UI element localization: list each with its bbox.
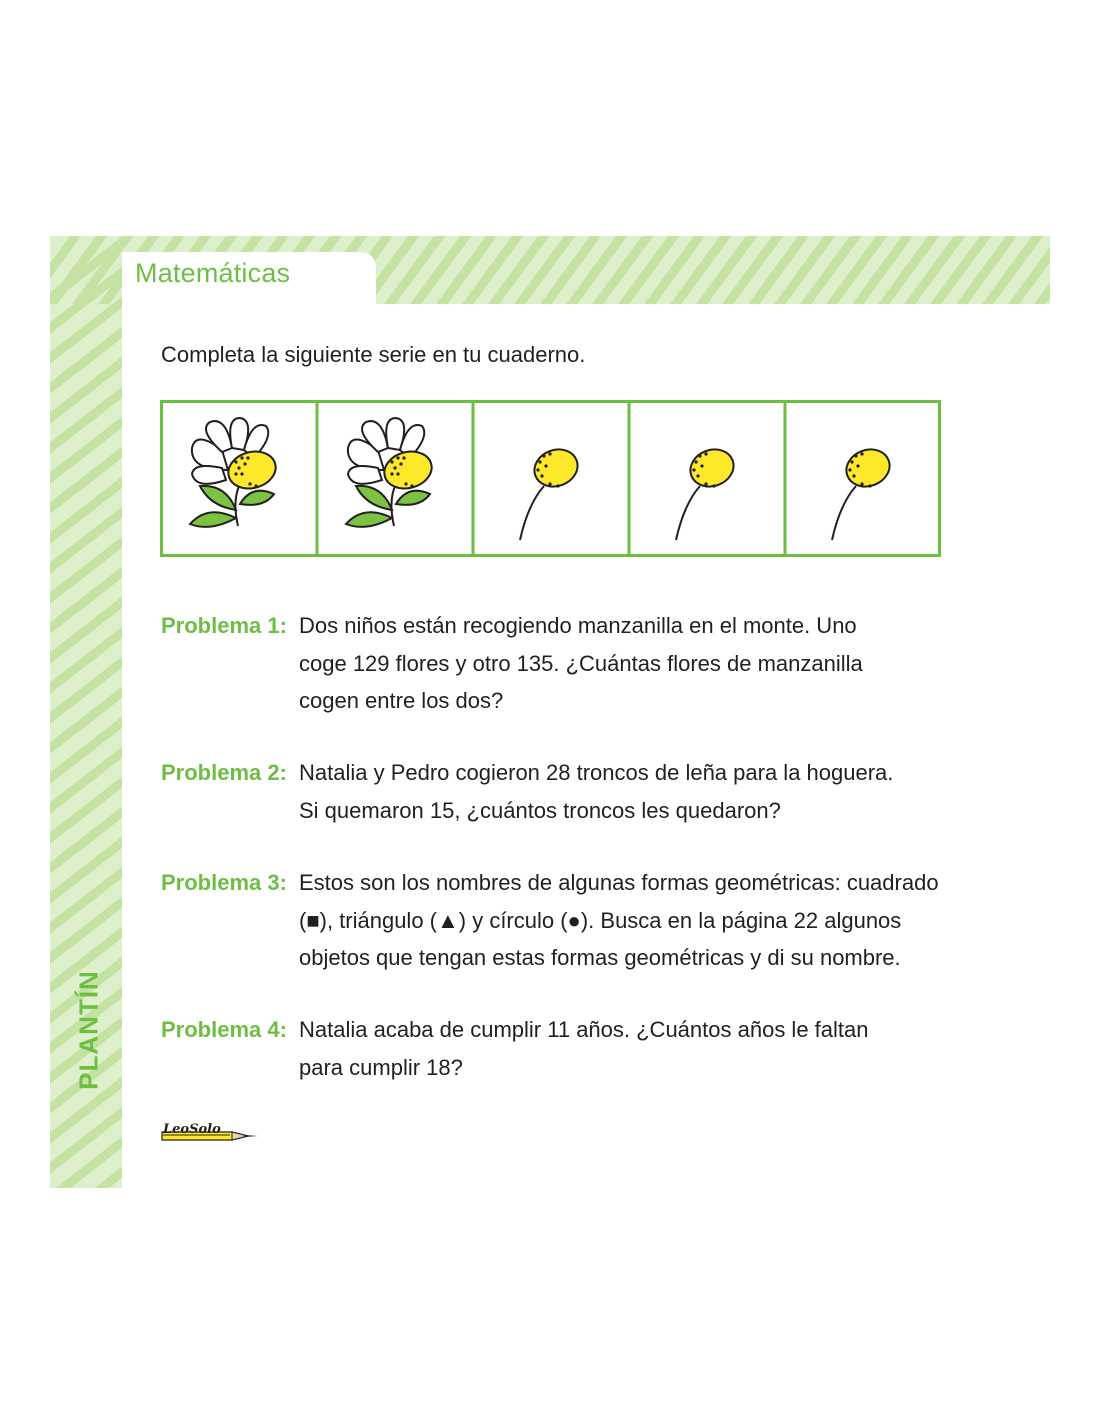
publisher-side-label: PLANTÍN <box>73 970 104 1090</box>
problem-line: Dos niños están recogiendo manzanilla en el monte. Uno <box>299 613 857 638</box>
problem-label: Problema 4: <box>161 1017 287 1042</box>
series-cell-5 <box>784 400 941 557</box>
series-cell-3 <box>472 400 629 557</box>
brush-stroke <box>1060 230 1100 312</box>
problem-1 <box>161 607 961 720</box>
problem-line: Si quemaron 15, ¿cuántos troncos les quedaron? <box>299 797 781 823</box>
logo-text: LeoSolo <box>163 1122 221 1137</box>
problem-line: para cumplir 18? <box>299 1054 463 1080</box>
brush-stroke <box>1086 230 1100 312</box>
problem-3 <box>161 864 961 977</box>
problem-line: (■), triángulo (▲) y círculo (●). Busca en la página 22 algunos <box>299 907 902 933</box>
flower-head-stem-icon <box>472 400 629 557</box>
instruction-text: Completa la siguiente serie en tu cuaderno. <box>161 342 586 367</box>
problem-line: cogen entre los dos? <box>299 688 504 713</box>
daisy-flower-icon <box>160 400 317 557</box>
series-cell-4 <box>628 400 785 557</box>
problem-line: Natalia acaba de cumplir 11 años. ¿Cuántos años le faltan <box>299 1017 869 1042</box>
problem-4 <box>161 1011 961 1086</box>
brush-stroke <box>40 1196 130 1266</box>
series-cell-1 <box>160 400 317 557</box>
problem-line: Estos son los nombres de algunas formas geométricas: cuadrado <box>299 870 939 895</box>
flower-head-stem-icon <box>628 400 785 557</box>
problem-text <box>299 754 961 829</box>
problem-label: Problema 2: <box>161 760 287 785</box>
problem-line: coge 129 flores y otro 135. ¿Cuántas flores de manzanilla <box>299 650 863 676</box>
daisy-flower-icon <box>316 400 473 557</box>
problem-text <box>299 607 961 720</box>
leosolo-pencil-logo <box>160 1118 260 1148</box>
problem-text <box>299 864 961 977</box>
flower-series-strip <box>160 400 941 557</box>
series-cell-2 <box>316 400 473 557</box>
flower-head-stem-icon <box>784 400 941 557</box>
subject-title: Matemáticas <box>135 258 291 288</box>
problem-text <box>299 1011 961 1086</box>
problem-line: objetos que tengan estas formas geométricas y di su nombre. <box>299 945 901 970</box>
problem-label: Problema 1: <box>161 613 287 638</box>
problem-2 <box>161 754 961 829</box>
brush-stroke <box>40 1226 130 1296</box>
problem-label: Problema 3: <box>161 870 287 895</box>
problem-line: Natalia y Pedro cogieron 28 troncos de leña para la hoguera. <box>299 760 894 785</box>
